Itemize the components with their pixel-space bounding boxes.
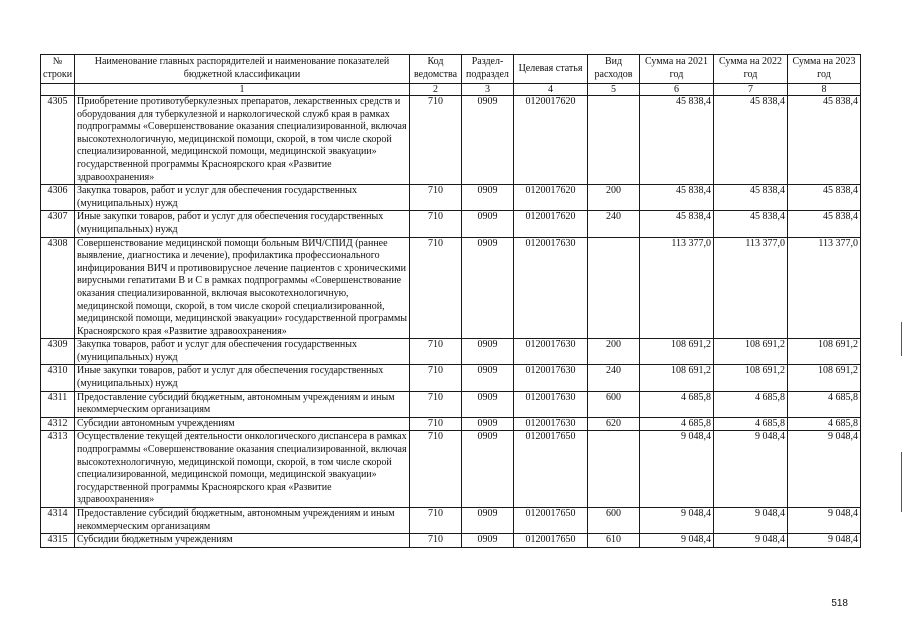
sum-2022: 45 838,4 [714, 185, 788, 211]
header-sum-2023: Сумма на 2023 год [788, 55, 861, 84]
expense-type-code: 620 [588, 417, 640, 431]
target-code: 0120017630 [514, 339, 588, 365]
section-code: 0909 [462, 431, 514, 508]
sum-2022: 108 691,2 [714, 339, 788, 365]
table-row [41, 96, 861, 185]
column-number: 3 [462, 84, 514, 96]
table-header [41, 55, 861, 96]
dept-code: 710 [410, 339, 462, 365]
header-sum-2022: Сумма на 2022 год [714, 55, 788, 84]
dept-code: 710 [410, 365, 462, 391]
dept-code: 710 [410, 391, 462, 417]
table-row [41, 339, 861, 365]
sum-2022: 4 685,8 [714, 391, 788, 417]
target-code: 0120017650 [514, 534, 588, 548]
target-code: 0120017620 [514, 211, 588, 237]
dept-code: 710 [410, 417, 462, 431]
column-number: 1 [75, 84, 410, 96]
sum-2021: 108 691,2 [640, 365, 714, 391]
row-number: 4313 [41, 431, 75, 508]
sum-2023: 108 691,2 [788, 339, 861, 365]
row-number: 4307 [41, 211, 75, 237]
row-name: Субсидии автономным учреждениям [75, 417, 410, 431]
sum-2021: 4 685,8 [640, 417, 714, 431]
header-expense-type: Вид расходов [588, 55, 640, 84]
sum-2022: 108 691,2 [714, 365, 788, 391]
table-row [41, 431, 861, 508]
page-number: 518 [831, 598, 848, 609]
sum-2021: 9 048,4 [640, 431, 714, 508]
sum-2022: 4 685,8 [714, 417, 788, 431]
column-number: 8 [788, 84, 861, 96]
row-number: 4310 [41, 365, 75, 391]
sum-2023: 4 685,8 [788, 417, 861, 431]
sum-2023: 113 377,0 [788, 237, 861, 339]
expense-type-code: 200 [588, 339, 640, 365]
sum-2022: 9 048,4 [714, 534, 788, 548]
table-row [41, 391, 861, 417]
budget-table [40, 54, 861, 548]
sum-2023: 45 838,4 [788, 185, 861, 211]
section-code: 0909 [462, 237, 514, 339]
column-number: 6 [640, 84, 714, 96]
section-code: 0909 [462, 339, 514, 365]
row-number: 4315 [41, 534, 75, 548]
target-code: 0120017620 [514, 96, 588, 185]
section-code: 0909 [462, 534, 514, 548]
dept-code: 710 [410, 96, 462, 185]
sum-2023: 9 048,4 [788, 508, 861, 534]
header-section: Раздел-подраздел [462, 55, 514, 84]
sum-2023: 4 685,8 [788, 391, 861, 417]
sum-2021: 45 838,4 [640, 185, 714, 211]
section-code: 0909 [462, 391, 514, 417]
dept-code: 710 [410, 431, 462, 508]
expense-type-code: 240 [588, 365, 640, 391]
expense-type-code: 200 [588, 185, 640, 211]
column-number-1 [41, 84, 75, 96]
expense-type-code: 610 [588, 534, 640, 548]
dept-code: 710 [410, 508, 462, 534]
target-code: 0120017620 [514, 185, 588, 211]
target-code: 0120017630 [514, 391, 588, 417]
header-target: Целевая статья [514, 55, 588, 84]
target-code: 0120017630 [514, 237, 588, 339]
expense-type-code: 600 [588, 508, 640, 534]
sum-2023: 9 048,4 [788, 534, 861, 548]
section-code: 0909 [462, 417, 514, 431]
target-code: 0120017630 [514, 365, 588, 391]
table-row [41, 417, 861, 431]
table-row [41, 237, 861, 339]
sum-2021: 9 048,4 [640, 534, 714, 548]
column-number: 7 [714, 84, 788, 96]
table-body [41, 96, 861, 548]
row-name: Предоставление субсидий бюджетным, автономным учреждениям и иным некоммерческим организациям [75, 391, 410, 417]
row-number: 4314 [41, 508, 75, 534]
sum-2022: 9 048,4 [714, 508, 788, 534]
table-row [41, 211, 861, 237]
row-number: 4308 [41, 237, 75, 339]
row-number: 4305 [41, 96, 75, 185]
dept-code: 710 [410, 237, 462, 339]
sum-2022: 9 048,4 [714, 431, 788, 508]
column-number: 2 [410, 84, 462, 96]
sum-2023: 108 691,2 [788, 365, 861, 391]
section-code: 0909 [462, 185, 514, 211]
header-sum-2021: Сумма на 2021 год [640, 55, 714, 84]
table-row [41, 185, 861, 211]
row-name: Иные закупки товаров, работ и услуг для обеспечения государственных (муниципальных) нужд [75, 365, 410, 391]
row-number: 4312 [41, 417, 75, 431]
dept-code: 710 [410, 534, 462, 548]
table-row [41, 534, 861, 548]
row-name: Приобретение противотуберкулезных препаратов, лекарственных средств и оборудования для туберкулезной и наркологической служб края в рамках подпрограммы «Совершенствование оказания специализированной, включая высокотехнологичную, медицинской помощи, скорой, в том числе скорой специализированной, медицинской помощи, медицинской эвакуации» государственной программы Красноярского края «Развитие здравоохранения» [75, 96, 410, 185]
sum-2021: 9 048,4 [640, 508, 714, 534]
sum-2023: 45 838,4 [788, 96, 861, 185]
sum-2021: 45 838,4 [640, 211, 714, 237]
target-code: 0120017650 [514, 431, 588, 508]
row-name: Предоставление субсидий бюджетным, автономным учреждениям и иным некоммерческим организациям [75, 508, 410, 534]
row-name: Иные закупки товаров, работ и услуг для обеспечения государственных (муниципальных) нужд [75, 211, 410, 237]
table-row [41, 365, 861, 391]
sum-2022: 45 838,4 [714, 211, 788, 237]
table-row [41, 508, 861, 534]
section-code: 0909 [462, 96, 514, 185]
sum-2023: 45 838,4 [788, 211, 861, 237]
row-name: Закупка товаров, работ и услуг для обеспечения государственных (муниципальных) нужд [75, 339, 410, 365]
scan-edge-mark [901, 322, 902, 356]
scan-edge-mark [901, 452, 902, 512]
section-code: 0909 [462, 508, 514, 534]
column-number: 4 [514, 84, 588, 96]
sum-2022: 45 838,4 [714, 96, 788, 185]
dept-code: 710 [410, 185, 462, 211]
row-name: Субсидии бюджетным учреждениям [75, 534, 410, 548]
column-number: 5 [588, 84, 640, 96]
row-number: 4309 [41, 339, 75, 365]
sum-2021: 113 377,0 [640, 237, 714, 339]
section-code: 0909 [462, 365, 514, 391]
row-name: Осуществление текущей деятельности онкологического диспансера в рамках подпрограммы «Совершенствование оказания специализированной, включая высокотехнологичную, медицинской помощи, скорой, в том числе скорой специализированной, медицинской помощи, медицинской эвакуации» государственной программы Красноярского края «Развитие здравоохранения» [75, 431, 410, 508]
sum-2021: 108 691,2 [640, 339, 714, 365]
sum-2021: 4 685,8 [640, 391, 714, 417]
row-name: Закупка товаров, работ и услуг для обеспечения государственных (муниципальных) нужд [75, 185, 410, 211]
sum-2022: 113 377,0 [714, 237, 788, 339]
section-code: 0909 [462, 211, 514, 237]
row-number: 4306 [41, 185, 75, 211]
target-code: 0120017650 [514, 508, 588, 534]
expense-type-code: 240 [588, 211, 640, 237]
dept-code: 710 [410, 211, 462, 237]
target-code: 0120017630 [514, 417, 588, 431]
expense-type-code [588, 431, 640, 508]
expense-type-code [588, 237, 640, 339]
header-name: Наименование главных распорядителей и наименование показателей бюджетной классификации [75, 55, 410, 84]
row-number: 4311 [41, 391, 75, 417]
header-dept-code: Код ведомства [410, 55, 462, 84]
expense-type-code [588, 96, 640, 185]
row-name: Совершенствование медицинской помощи больным ВИЧ/СПИД (раннее выявление, диагностика и лечение), профилактика профессионального инфицирования ВИЧ и противовирусное лечение пациентов с хроническими вирусными гепатитами В и С в рамках подпрограммы «Совершенствование оказания специализированной, включая высокотехнологичную, медицинской помощи, скорой, в том числе скорой специализированной, медицинской помощи, медицинской эвакуации» государственной программы Красноярского края «Развитие здравоохранения» [75, 237, 410, 339]
sum-2021: 45 838,4 [640, 96, 714, 185]
sum-2023: 9 048,4 [788, 431, 861, 508]
expense-type-code: 600 [588, 391, 640, 417]
header-row-no: № строки [41, 55, 75, 84]
